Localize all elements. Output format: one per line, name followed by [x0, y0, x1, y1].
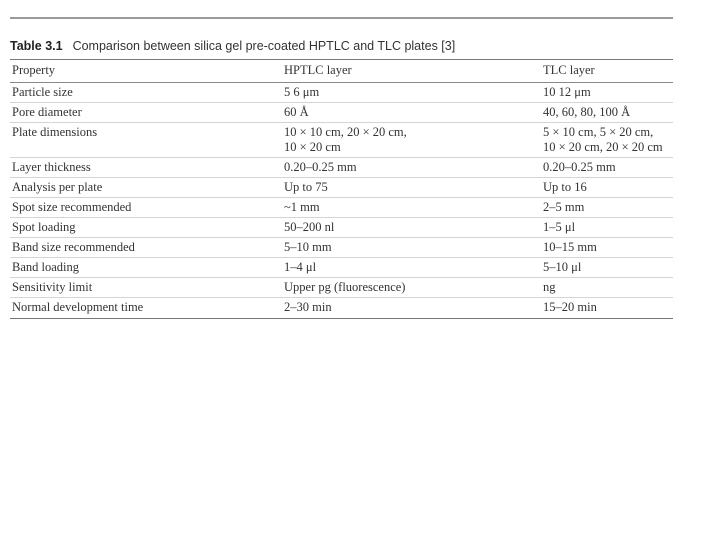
tlc-cell: ng — [541, 278, 673, 298]
hptlc-cell: Up to 75 — [282, 178, 541, 198]
table-caption-text: Comparison between silica gel pre-coated HPTLC and TLC plates [3] — [72, 39, 456, 53]
table-row — [10, 238, 673, 258]
tlc-cell: 40, 60, 80, 100 Å — [541, 103, 673, 123]
table-row — [10, 218, 673, 238]
table-caption — [10, 39, 673, 59]
hptlc-cell: 5 6 μm — [282, 83, 541, 103]
tlc-cell: Up to 16 — [541, 178, 673, 198]
table-body — [10, 83, 673, 319]
property-cell: Band loading — [10, 258, 282, 278]
property-cell: Plate dimensions — [10, 123, 282, 158]
column-header-hptlc: HPTLC layer — [282, 60, 541, 83]
hptlc-cell: ~1 mm — [282, 198, 541, 218]
hptlc-cell: 50–200 nl — [282, 218, 541, 238]
comparison-table — [10, 60, 673, 318]
hptlc-cell: 2–30 min — [284, 300, 332, 314]
hptlc-cell: 1–4 μl — [282, 258, 541, 278]
tlc-cell: 5–10 μl — [541, 258, 673, 278]
top-rule — [10, 17, 673, 19]
tlc-cell: 10–15 mm — [541, 238, 673, 258]
table-row — [10, 278, 673, 298]
property-cell: Layer thickness — [10, 158, 282, 178]
table-row — [10, 298, 673, 319]
tlc-cell: 5 × 10 cm, 5 × 20 cm, 10 × 20 cm, 20 × 20 cm — [541, 123, 673, 158]
property-cell: Normal development time — [12, 300, 144, 314]
hptlc-cell: 0.20–0.25 mm — [282, 158, 541, 178]
table-caption-label: Table 3.1 — [10, 39, 63, 53]
property-cell: Pore diameter — [10, 103, 282, 123]
tlc-cell: 1–5 μl — [541, 218, 673, 238]
table-row — [10, 123, 673, 158]
table-row — [10, 158, 673, 178]
column-header-tlc: TLC layer — [541, 60, 673, 83]
hptlc-cell: 60 Å — [282, 103, 541, 123]
table-figure — [10, 17, 673, 319]
column-header-property: Property — [10, 60, 282, 83]
hptlc-cell: 5–10 mm — [282, 238, 541, 258]
property-cell: Spot size recommended — [10, 198, 282, 218]
table-header-row — [10, 60, 673, 83]
tlc-cell: 2–5 mm — [541, 198, 673, 218]
tlc-cell: 10 12 μm — [541, 83, 673, 103]
tlc-cell: 0.20–0.25 mm — [541, 158, 673, 178]
table-row — [10, 83, 673, 103]
tlc-cell: 15–20 min — [543, 300, 597, 314]
hptlc-cell: 10 × 10 cm, 20 × 20 cm, 10 × 20 cm — [282, 123, 541, 158]
hptlc-cell: Upper pg (fluorescence) — [282, 278, 541, 298]
table-row — [10, 258, 673, 278]
property-cell: Spot loading — [10, 218, 282, 238]
property-cell: Sensitivity limit — [10, 278, 282, 298]
property-cell: Particle size — [10, 83, 282, 103]
property-cell: Band size recommended — [10, 238, 282, 258]
table-row — [10, 178, 673, 198]
table-row — [10, 103, 673, 123]
table-row — [10, 198, 673, 218]
property-cell: Analysis per plate — [10, 178, 282, 198]
bottom-rule — [10, 318, 673, 319]
